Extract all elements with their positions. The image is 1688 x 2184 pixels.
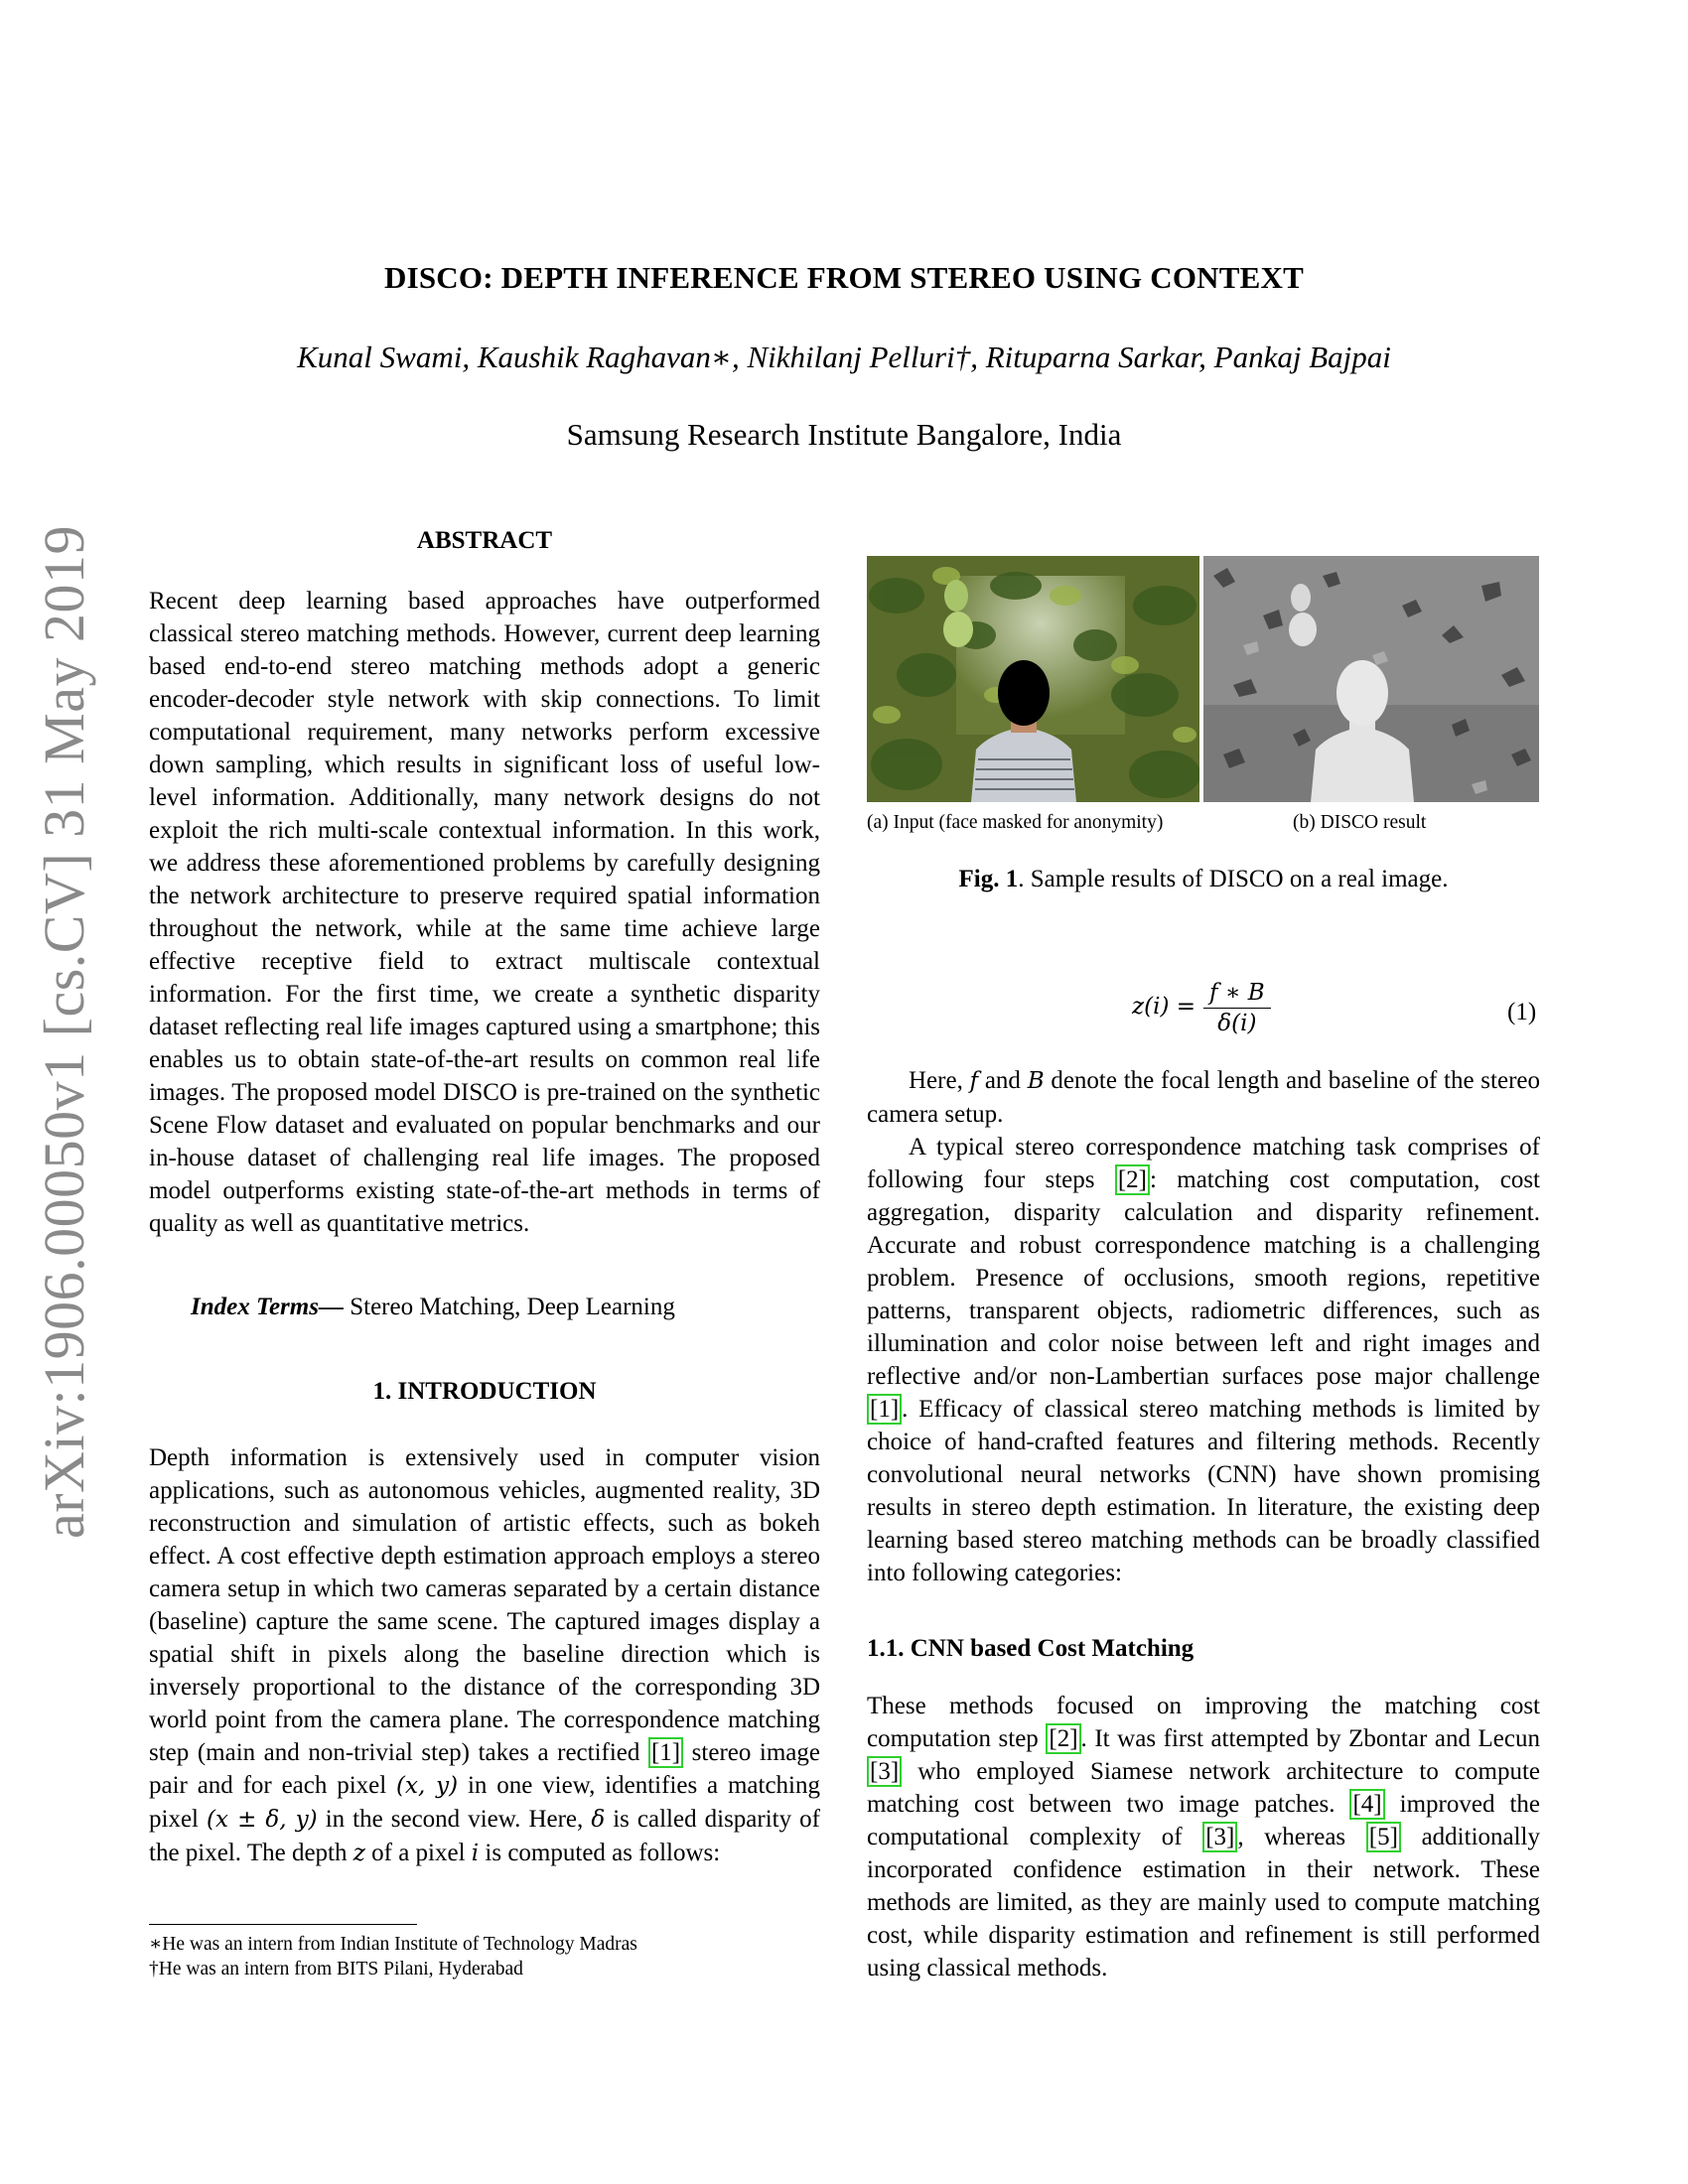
abstract-text: Recent deep learning based approaches have outperformed classical stereo matching methods. However, current deep learning based end-to-end stereo matching methods adopt a generic encoder-decoder style network with skip connections. To limit computational requirement, many networks perform excessive down sampling, which results in significant loss of useful low-level information. Additionally, many network designs do not exploit the rich multi-scale contextual information. In this work, we address these aforementioned problems by carefully designing the network architecture to preserve required spatial information throughout the network, while at the same time achieve large effective receptive field to extract multiscale contextual information. For the first time, we create a synthetic disparity dataset reflecting real life images captured using a smartphone; this enables us to obtain state-of-the-art results on common real life images. The proposed model DISCO is pre-trained on the synthetic Scene Flow dataset and evaluated on popular benchmarks and our in-house dataset of challenging real life images. The proposed model outperforms existing state-of-the-art methods in terms of quality as well as quantitative metrics. [149, 588, 820, 1237]
intro-body [149, 1441, 820, 1870]
footnote-2: †He was an intern from BITS Pilani, Hyderabad [149, 1959, 523, 1979]
affiliation: Samsung Research Institute Bangalore, India [566, 417, 1122, 452]
citation-link[interactable]: [2] [1046, 1723, 1080, 1754]
citation-link[interactable]: [2] [1115, 1164, 1150, 1195]
depth-equation: z(i) = $\frac{f ∗ B}{\delta(i)}$ [1132, 978, 1271, 1038]
citation-link[interactable]: [5] [1366, 1822, 1401, 1852]
equation-number: (1) [1507, 999, 1537, 1025]
section-1-1-heading: 1.1. CNN based Cost Matching [867, 1635, 1195, 1662]
index-terms [149, 1291, 820, 1323]
index-terms-text: Stereo Matching, Deep Learning [350, 1294, 675, 1320]
citation-link[interactable]: [1] [867, 1394, 902, 1425]
footnote-rule [149, 1924, 417, 1925]
figure-caption: Fig. 1. Sample results of DISCO on a real image. [958, 866, 1449, 892]
disparity-result [1203, 556, 1539, 802]
index-terms-label: Index Terms— [191, 1294, 344, 1320]
paragraph: A typical stereo correspondence matching task comprises of following four steps [2] : matching cost computation, cost aggregation, disparity calculation and disparity refinement. Accurate and robust correspondence matching is a challenging problem. Presence of occlusions, smooth regions, repetitive patterns, transparent objects, radiometric differences, such as illumination and color noise between left and right images and reflective and/or non-Lambertian surfaces pose major challenge [1] . Efficacy of classical stereo matching methods is limited by choice of hand-crafted features and filtering methods. Recently convolutional neural networks (CNN) have shown promising results in stereo depth estimation. In literature, the existing deep learning based stereo matching methods can be broadly classified into following categories: [867, 1134, 1540, 1586]
intro-paragraph: Depth information is extensively used in computer vision applications, such as autonomous vehicles, augmented reality, 3D reconstruction and simulation of artistic effects, such as bokeh effect. A cost effective depth estimation approach employs a stereo camera setup in which two cameras separated by a certain distance (baseline) capture the same scene. The captured images display a spatial shift in pixels along the baseline direction which is inversely proportional to the distance of the corresponding 3D world point from the camera plane. The correspondence matching step (main and non-trivial step) takes a rectified [1] stereo image pair and for each pixel (x, y) in one view, identifies a matching pixel (x ± δ, y) in the second view. Here, δ is called disparity of the pixel. The depth z of a pixel i is computed as follows: [149, 1444, 821, 1866]
abstract-heading: ABSTRACT [416, 527, 553, 554]
right-body [867, 1064, 1540, 1589]
intro-heading: 1. INTRODUCTION [372, 1378, 597, 1405]
paragraph: Here, f and B denote the focal length and baseline of the stereo camera setup. [867, 1067, 1540, 1128]
citation-link[interactable]: [1] [648, 1737, 683, 1768]
footnote-1: ∗He was an intern from Indian Institute of Technology Madras [149, 1934, 637, 1955]
arxiv-stamp: arXiv:1906.00050v1 [cs.CV] 31 May 2019 [32, 524, 96, 1539]
citation-link[interactable]: [3] [1202, 1822, 1237, 1852]
paper-title: DISCO: DEPTH INFERENCE FROM STEREO USING CONTEXT [384, 260, 1304, 295]
paragraph: These methods focused on improving the matching cost computation step [2] . It was first attempted by Zbontar and Lecun [3] who employed Siamese network architecture to compute matching cost between two image patches. [4] improved the computational complexity of [3] , whereas [5] additionally incorporated confidence estimation in their network. These methods are limited, as they are mainly used to compute matching cost, while disparity estimation and refinement is still performed using classical methods. [867, 1693, 1541, 1981]
subcaption-a: (a) Input (face masked for anonymity) [867, 812, 1164, 833]
section-1-1-body [867, 1690, 1540, 1984]
citation-link[interactable]: [3] [867, 1756, 902, 1787]
subcaption-b: (b) DISCO result [1293, 812, 1427, 833]
author-list: Kunal Swami, Kaushik Raghavan∗, Nikhilanj Pelluri†, Rituparna Sarkar, Pankaj Bajpai [297, 340, 1391, 374]
abstract-body [149, 585, 820, 1240]
input-photo [867, 556, 1199, 802]
citation-link[interactable]: [4] [1349, 1789, 1384, 1820]
